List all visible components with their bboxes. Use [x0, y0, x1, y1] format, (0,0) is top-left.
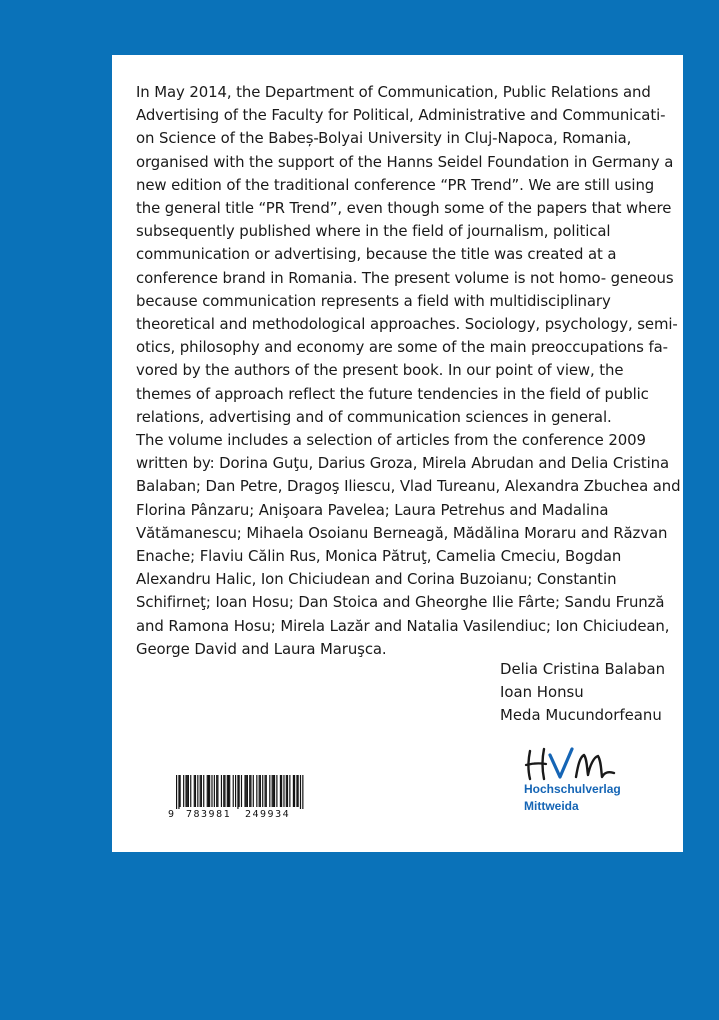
barcode-bar	[228, 775, 229, 807]
barcode-bar	[272, 775, 273, 807]
barcode-bar	[286, 775, 287, 807]
blurb-line: Balaban; Dan Petre, Dragoş Iliescu, Vlad Tureanu, Alexandra Zbuchea and	[136, 477, 681, 496]
barcode-bar	[298, 775, 299, 807]
barcode-bar	[287, 775, 288, 807]
blurb-line: In May 2014, the Department of Communication, Public Relations and	[136, 83, 651, 101]
barcode-bar	[224, 775, 225, 807]
barcode-bar	[250, 775, 251, 807]
blurb-line: relations, advertising and of communication sciences in general.	[136, 407, 612, 426]
barcode-bar	[244, 775, 245, 807]
blurb-line: organised with the support of the Hanns Seidel Foundation in Germany a	[136, 152, 674, 171]
barcode-bar	[294, 775, 295, 807]
blurb-line: Enache; Flaviu Călin Rus, Monica Pătruţ, Camelia Cmeciu, Bogdan	[136, 547, 622, 566]
barcode-bar	[281, 775, 282, 807]
barcode-bar	[246, 775, 247, 807]
barcode-bar	[302, 775, 303, 809]
blurb-line: Vătămanescu; Mihaela Osoianu Berneagă, Mădălina Moraru and Răzvan	[136, 523, 668, 542]
barcode-bar	[201, 775, 202, 807]
blurb-line: Schifirneţ; Ioan Hosu; Dan Stoica and Gheorghe Ilie Fârte; Sandu Frunză	[136, 593, 665, 612]
blurb-line: the general title “PR Trend”, even though some of the papers that where	[136, 199, 672, 218]
barcode-bar	[195, 775, 196, 807]
barcode-bar	[183, 775, 184, 807]
editors-list	[500, 658, 665, 728]
barcode-bar	[197, 775, 198, 807]
barcode-bar	[273, 775, 274, 807]
barcode-bar	[211, 775, 212, 807]
hvm-logo-mark	[524, 743, 620, 783]
blurb-line: The volume includes a selection of articles from the conference 2009	[136, 431, 646, 450]
barcode-bars	[168, 775, 308, 809]
barcode-bar	[227, 775, 228, 807]
barcode-bar	[237, 775, 238, 809]
barcode-bar	[185, 775, 186, 807]
barcode-bar	[293, 775, 294, 807]
barcode-bar	[241, 775, 242, 807]
blurb-line: communication or advertising, because the title was created at a	[136, 245, 617, 264]
editor-name: Delia Cristina Balaban	[500, 660, 666, 678]
barcode-digits-left: 783981	[186, 809, 232, 820]
barcode-bar	[178, 775, 179, 809]
barcode-bar	[194, 775, 195, 807]
barcode-bar	[289, 775, 290, 807]
blurb-text	[136, 81, 681, 661]
barcode-bar	[249, 775, 250, 807]
barcode-bar	[266, 775, 267, 807]
barcode-bar	[207, 775, 208, 807]
editor-name: Ioan Honsu	[500, 683, 584, 702]
blurb-line: Advertising of the Faculty for Political, Administrative and Communicati-	[136, 106, 666, 125]
blurb-line: conference brand in Romania. The present volume is not homo- geneous	[136, 268, 674, 287]
barcode-bar	[274, 775, 275, 807]
barcode-bar	[203, 775, 204, 807]
barcode-bar	[180, 775, 181, 807]
barcode-bar	[296, 775, 297, 807]
blurb-line: on Science of the Babeș-Bolyai University in Cluj-Napoca, Romania,	[136, 129, 632, 148]
blurb-line: vored by the authors of the present book. In our point of view, the	[136, 361, 624, 380]
barcode-bar	[176, 775, 177, 809]
barcode-bar	[188, 775, 189, 807]
barcode-bar	[200, 775, 201, 807]
barcode-bar	[190, 775, 191, 807]
blurb-line: Florina Pânzaru; Anişoara Pavelea; Laura Petrehus and Madalina	[136, 500, 609, 519]
barcode-bar	[187, 775, 188, 807]
barcode-bar	[253, 775, 254, 807]
barcode-bar	[269, 775, 270, 807]
barcode-bar	[223, 775, 224, 807]
barcode-bar	[209, 775, 210, 807]
barcode-bar	[217, 775, 218, 807]
blurb-line: theoretical and methodological approaches. Sociology, psychology, semi-	[136, 315, 678, 334]
isbn-barcode	[168, 775, 308, 827]
logo-line-city: Mittweida	[524, 799, 579, 813]
barcode-bar	[216, 775, 217, 807]
blurb-line: because communication represents a field with multidisciplinary	[136, 291, 611, 310]
barcode-bar	[239, 775, 240, 807]
barcode-digits-right: 249934	[245, 809, 291, 820]
barcode-bar	[260, 775, 261, 807]
publisher-logo	[524, 743, 644, 823]
barcode-bar	[283, 775, 284, 807]
barcode-bar	[265, 775, 266, 807]
barcode-bar	[262, 775, 263, 807]
barcode-bar	[276, 775, 277, 807]
logo-line-publisher: Hochschulverlag	[524, 782, 621, 796]
blurb-line: subsequently published where in the field of journalism, political	[136, 222, 611, 241]
blurb-line: otics, philosophy and economy are some of the main preoccupations fa-	[136, 338, 668, 357]
barcode-bar	[214, 775, 215, 807]
barcode-digit-first: 9	[168, 809, 175, 820]
barcode-bar	[221, 775, 222, 807]
barcode-bar	[259, 775, 260, 807]
editor-name: Meda Mucundorfeanu	[500, 706, 662, 725]
barcode-bar	[233, 775, 234, 807]
blurb-line: new edition of the traditional conference “PR Trend”. We are still using	[136, 175, 655, 194]
barcode-bar	[300, 775, 301, 809]
blurb-line: George David and Laura Maruşca.	[136, 639, 387, 658]
text-panel	[112, 55, 683, 852]
barcode-bar	[208, 775, 209, 807]
blurb-line: written by: Dorina Guţu, Darius Groza, Mirela Abrudan and Delia Cristina	[136, 454, 669, 473]
blurb-line: themes of approach reflect the future tendencies in the field of public	[136, 384, 649, 403]
logo-text	[524, 781, 621, 815]
barcode-bar	[247, 775, 248, 807]
blurb-line: Alexandru Halic, Ion Chiciudean and Corina Buzoianu; Constantin	[136, 570, 617, 589]
barcode-bar	[280, 775, 281, 807]
barcode-bar	[235, 775, 236, 807]
barcode-bar	[229, 775, 230, 807]
blurb-line: and Ramona Hosu; Mirela Lazăr and Natalia Vasilendiuc; Ion Chiciudean,	[136, 616, 670, 635]
barcode-bar	[256, 775, 257, 807]
